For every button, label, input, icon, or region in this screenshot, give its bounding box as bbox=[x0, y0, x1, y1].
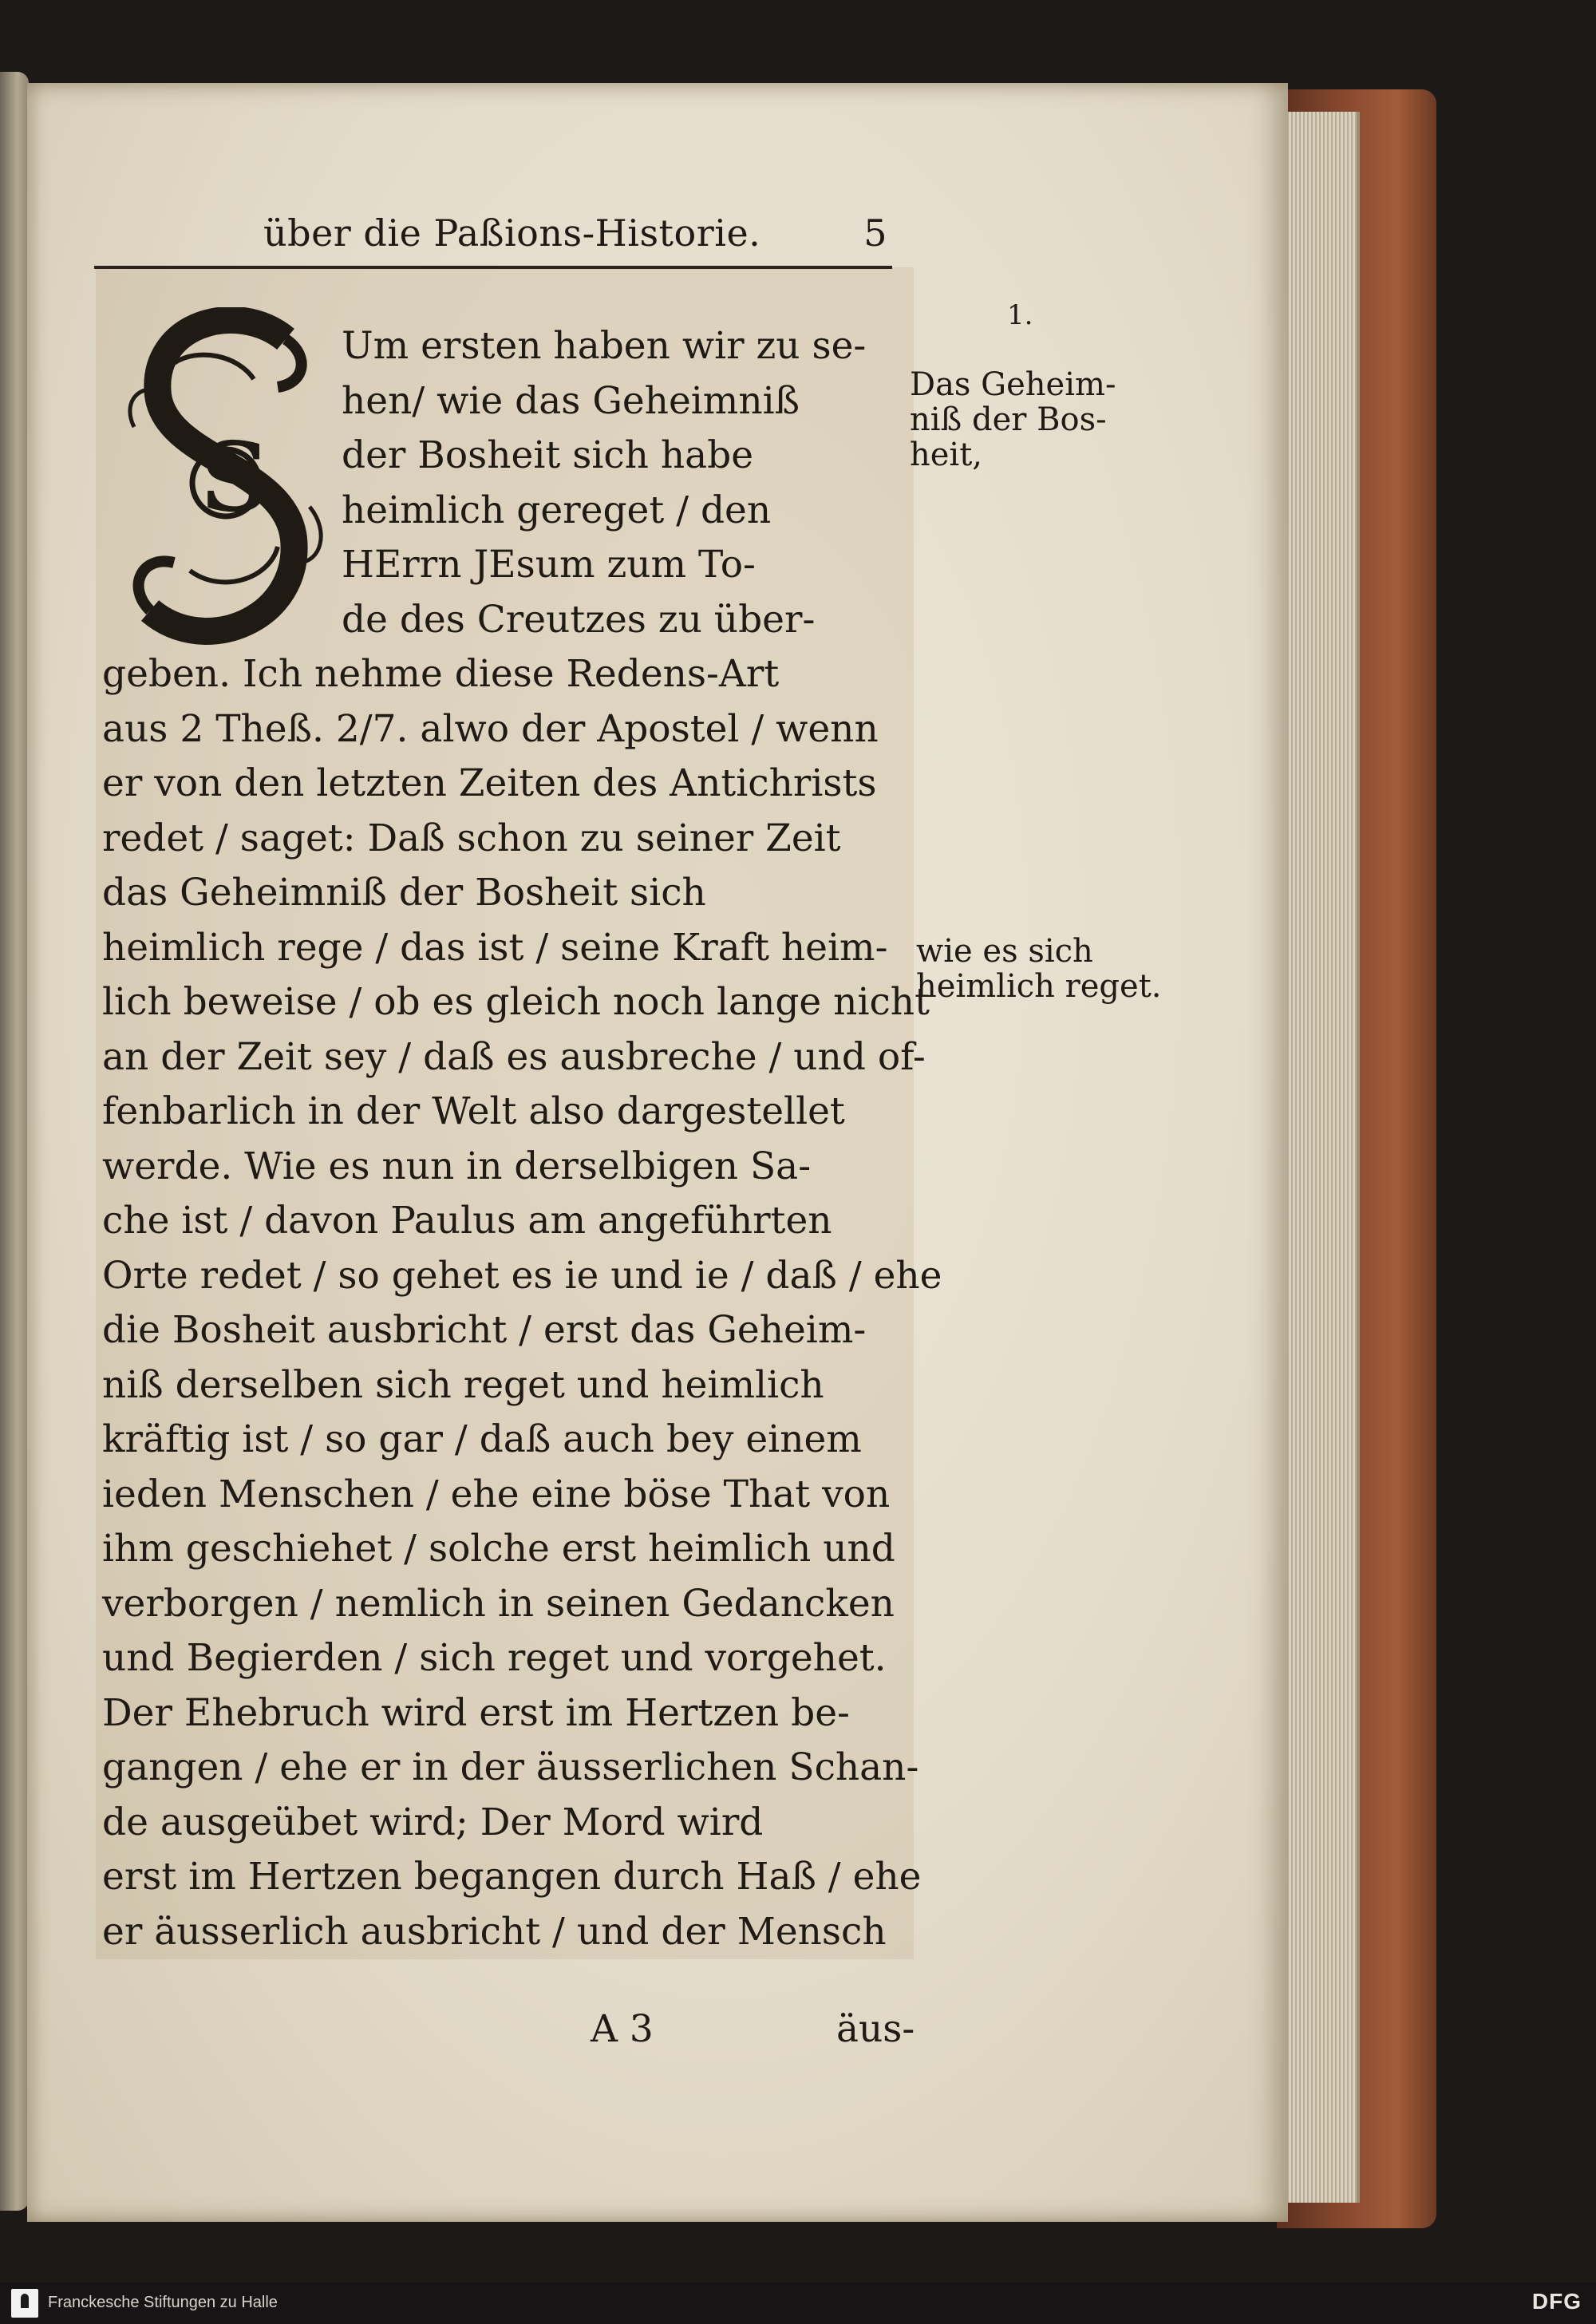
text-line: gangen / ehe er in der äusserlichen Schan- bbox=[102, 1745, 919, 1789]
header-rule bbox=[94, 266, 892, 269]
text-line: an der Zeit sey / daß es ausbreche / und of- bbox=[102, 1034, 926, 1079]
text-line: Um ersten haben wir zu se- bbox=[342, 324, 867, 368]
dfg-logo: DFG bbox=[1531, 2289, 1582, 2314]
text-line: de des Creutzes zu über- bbox=[342, 597, 816, 642]
margin-note-line: Das Geheim- bbox=[910, 366, 1116, 403]
text-line: niß derselben sich reget und heimlich bbox=[102, 1362, 824, 1407]
text-line: heimlich gereget / den bbox=[342, 488, 772, 532]
margin-note bbox=[910, 367, 1116, 472]
page-block-edge bbox=[1277, 112, 1360, 2203]
institution-logo-icon bbox=[11, 2289, 38, 2318]
text-line: Orte redet / so gehet es ie und ie / daß / ehe bbox=[102, 1253, 942, 1298]
dropcap-letter: S bbox=[200, 421, 270, 534]
running-head-title: über die Paßions-Historie. bbox=[263, 211, 761, 255]
text-line: werde. Wie es nun in derselbigen Sa- bbox=[102, 1144, 812, 1188]
previous-page-edge bbox=[0, 72, 29, 2211]
margin-number: 1. bbox=[1007, 299, 1033, 331]
institution-name: Franckesche Stiftungen zu Halle bbox=[48, 2294, 278, 2311]
text-line: der Bosheit sich habe bbox=[342, 433, 754, 477]
text-line: erst im Hertzen begangen durch Haß / ehe bbox=[102, 1855, 922, 1899]
margin-note-line: wie es sich bbox=[916, 933, 1093, 970]
text-line: redet / saget: Daß schon zu seiner Zeit bbox=[102, 816, 841, 860]
text-line: geben. Ich nehme diese Redens-Art bbox=[102, 652, 780, 696]
text-line: heimlich rege / das ist / seine Kraft heim- bbox=[102, 925, 888, 970]
text-line: verborgen / nemlich in seinen Gedancken bbox=[102, 1581, 895, 1626]
text-line: fenbarlich in der Welt also dargestellet bbox=[102, 1089, 845, 1133]
text-line: die Bosheit ausbricht / erst das Geheim- bbox=[102, 1308, 867, 1352]
text-line: che ist / davon Paulus am angeführten bbox=[102, 1199, 832, 1243]
margin-note-line: heit, bbox=[910, 437, 983, 473]
signature-mark: A 3 bbox=[591, 2007, 654, 2051]
catchword: äus- bbox=[836, 2007, 915, 2051]
page-number: 5 bbox=[863, 211, 887, 255]
text-line: kräftig ist / so gar / daß auch bey einem bbox=[102, 1417, 862, 1461]
running-head bbox=[239, 204, 887, 267]
text-line: das Geheimniß der Bosheit sich bbox=[102, 871, 706, 915]
margin-note bbox=[916, 934, 1161, 1004]
margin-note-line: heimlich reget. bbox=[916, 968, 1162, 1005]
text-line: HErrn JEsum zum To- bbox=[342, 543, 756, 587]
body-text bbox=[102, 319, 942, 1959]
text-line: de ausgeübet wird; Der Mord wird bbox=[102, 1800, 764, 1844]
text-line: er äusserlich ausbricht / und der Mensch bbox=[102, 1909, 887, 1954]
text-line: ihm geschiehet / solche erst heimlich und bbox=[102, 1527, 895, 1571]
text-line: lich beweise / ob es gleich noch lange nicht bbox=[102, 980, 930, 1024]
text-line: aus 2 Theß. 2/7. alwo der Apostel / wenn bbox=[102, 706, 879, 751]
margin-note-line: niß der Bos- bbox=[910, 401, 1107, 438]
text-line: und Begierden / sich reget und vorgehet. bbox=[102, 1636, 887, 1680]
text-line: hen/ wie das Geheimniß bbox=[342, 378, 800, 423]
text-line: Der Ehebruch wird erst im Hertzen be- bbox=[102, 1690, 850, 1735]
text-line: ieden Menschen / ehe eine böse That von bbox=[102, 1472, 891, 1516]
text-line: er von den letzten Zeiten des Antichrists bbox=[102, 761, 877, 805]
viewer-footer bbox=[0, 2282, 1596, 2324]
